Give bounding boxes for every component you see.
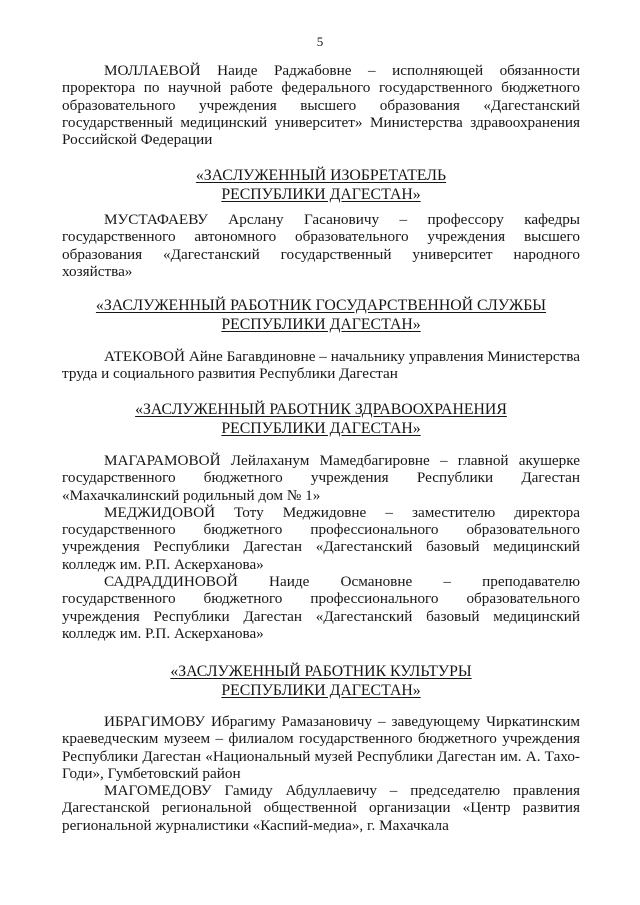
page-number: 5 bbox=[316, 34, 324, 49]
award-heading-line: РЕСПУБЛИКИ ДАГЕСТАН» bbox=[221, 682, 421, 699]
award-heading-line: «ЗАСЛУЖЕННЫЙ ИЗОБРЕТАТЕЛЬ bbox=[195, 167, 447, 184]
award-entry: МАГАРАМОВОЙ Лейлаханум Мамедбагировне – главной акушерке государственного бюджетного учреждения Республики Дагестан «Махачкалинский родильный дом № 1» bbox=[62, 452, 580, 504]
award-heading-line: РЕСПУБЛИКИ ДАГЕСТАН» bbox=[221, 316, 421, 333]
award-entry: ИБРАГИМОВУ Ибрагиму Рамазановичу – заведующему Чиркатинским краеведческим музеем – филиалом государственного бюджетного учреждения Республики Дагестан «Национальный музей Республики Дагестан им. А. Тахо-Годи», Гумбетовский район bbox=[62, 713, 580, 782]
award-entries bbox=[62, 348, 580, 383]
award-heading bbox=[62, 166, 580, 204]
award-entry: МАГОМЕДОВУ Гамиду Абдуллаевичу – председателю правления Дагестанской региональной общественной организации «Центр развития региональной журналистики «Каспий-медиа», г. Махачкала bbox=[62, 782, 580, 834]
award-heading bbox=[62, 662, 580, 700]
award-entry: АТЕКОВОЙ Айне Багавдиновне – начальнику управления Министерства труда и социального развития Республики Дагестан bbox=[62, 348, 580, 383]
award-heading bbox=[62, 296, 580, 334]
award-entries bbox=[62, 211, 580, 280]
award-entries bbox=[62, 62, 580, 148]
award-entries bbox=[62, 713, 580, 834]
award-heading bbox=[62, 400, 580, 438]
award-heading-line: РЕСПУБЛИКИ ДАГЕСТАН» bbox=[221, 420, 421, 437]
award-entry: МЕДЖИДОВОЙ Тоту Меджидовне – заместителю директора государственного бюджетного профессионального образовательного учреждения Республики Дагестан «Дагестанский базовый медицинский колледж им. Р.П. Аскерханова» bbox=[62, 503, 580, 573]
award-entry: МОЛЛАЕВОЙ Наиде Раджабовне – исполняющей обязанности проректора по научной работе федерального государственного бюджетного образовательного учреждения высшего образования «Дагестанский государственный медицинский университет» Министерства здравоохранения Российской Федерации bbox=[62, 62, 580, 149]
award-entry: МУСТАФАЕВУ Арслану Гасановичу – профессору кафедры государственного автономного образовательного учреждения высшего образования «Дагестанский государственный университет народного хозяйства» bbox=[62, 211, 580, 280]
award-heading-line: «ЗАСЛУЖЕННЫЙ РАБОТНИК ЗДРАВООХРАНЕНИЯ bbox=[135, 401, 507, 418]
award-entries bbox=[62, 452, 580, 642]
award-heading-line: «ЗАСЛУЖЕННЫЙ РАБОТНИК КУЛЬТУРЫ bbox=[170, 663, 472, 680]
award-entry: САДРАДДИНОВОЙ Наиде Османовне – преподавателю государственного бюджетного профессионального образовательного учреждения Республики Дагестан «Дагестанский базовый медицинский колледж им. Р.П. Аскерханова» bbox=[62, 573, 580, 642]
award-heading-line: РЕСПУБЛИКИ ДАГЕСТАН» bbox=[221, 186, 421, 203]
award-heading-line: «ЗАСЛУЖЕННЫЙ РАБОТНИК ГОСУДАРСТВЕННОЙ СЛУЖБЫ bbox=[95, 297, 547, 314]
